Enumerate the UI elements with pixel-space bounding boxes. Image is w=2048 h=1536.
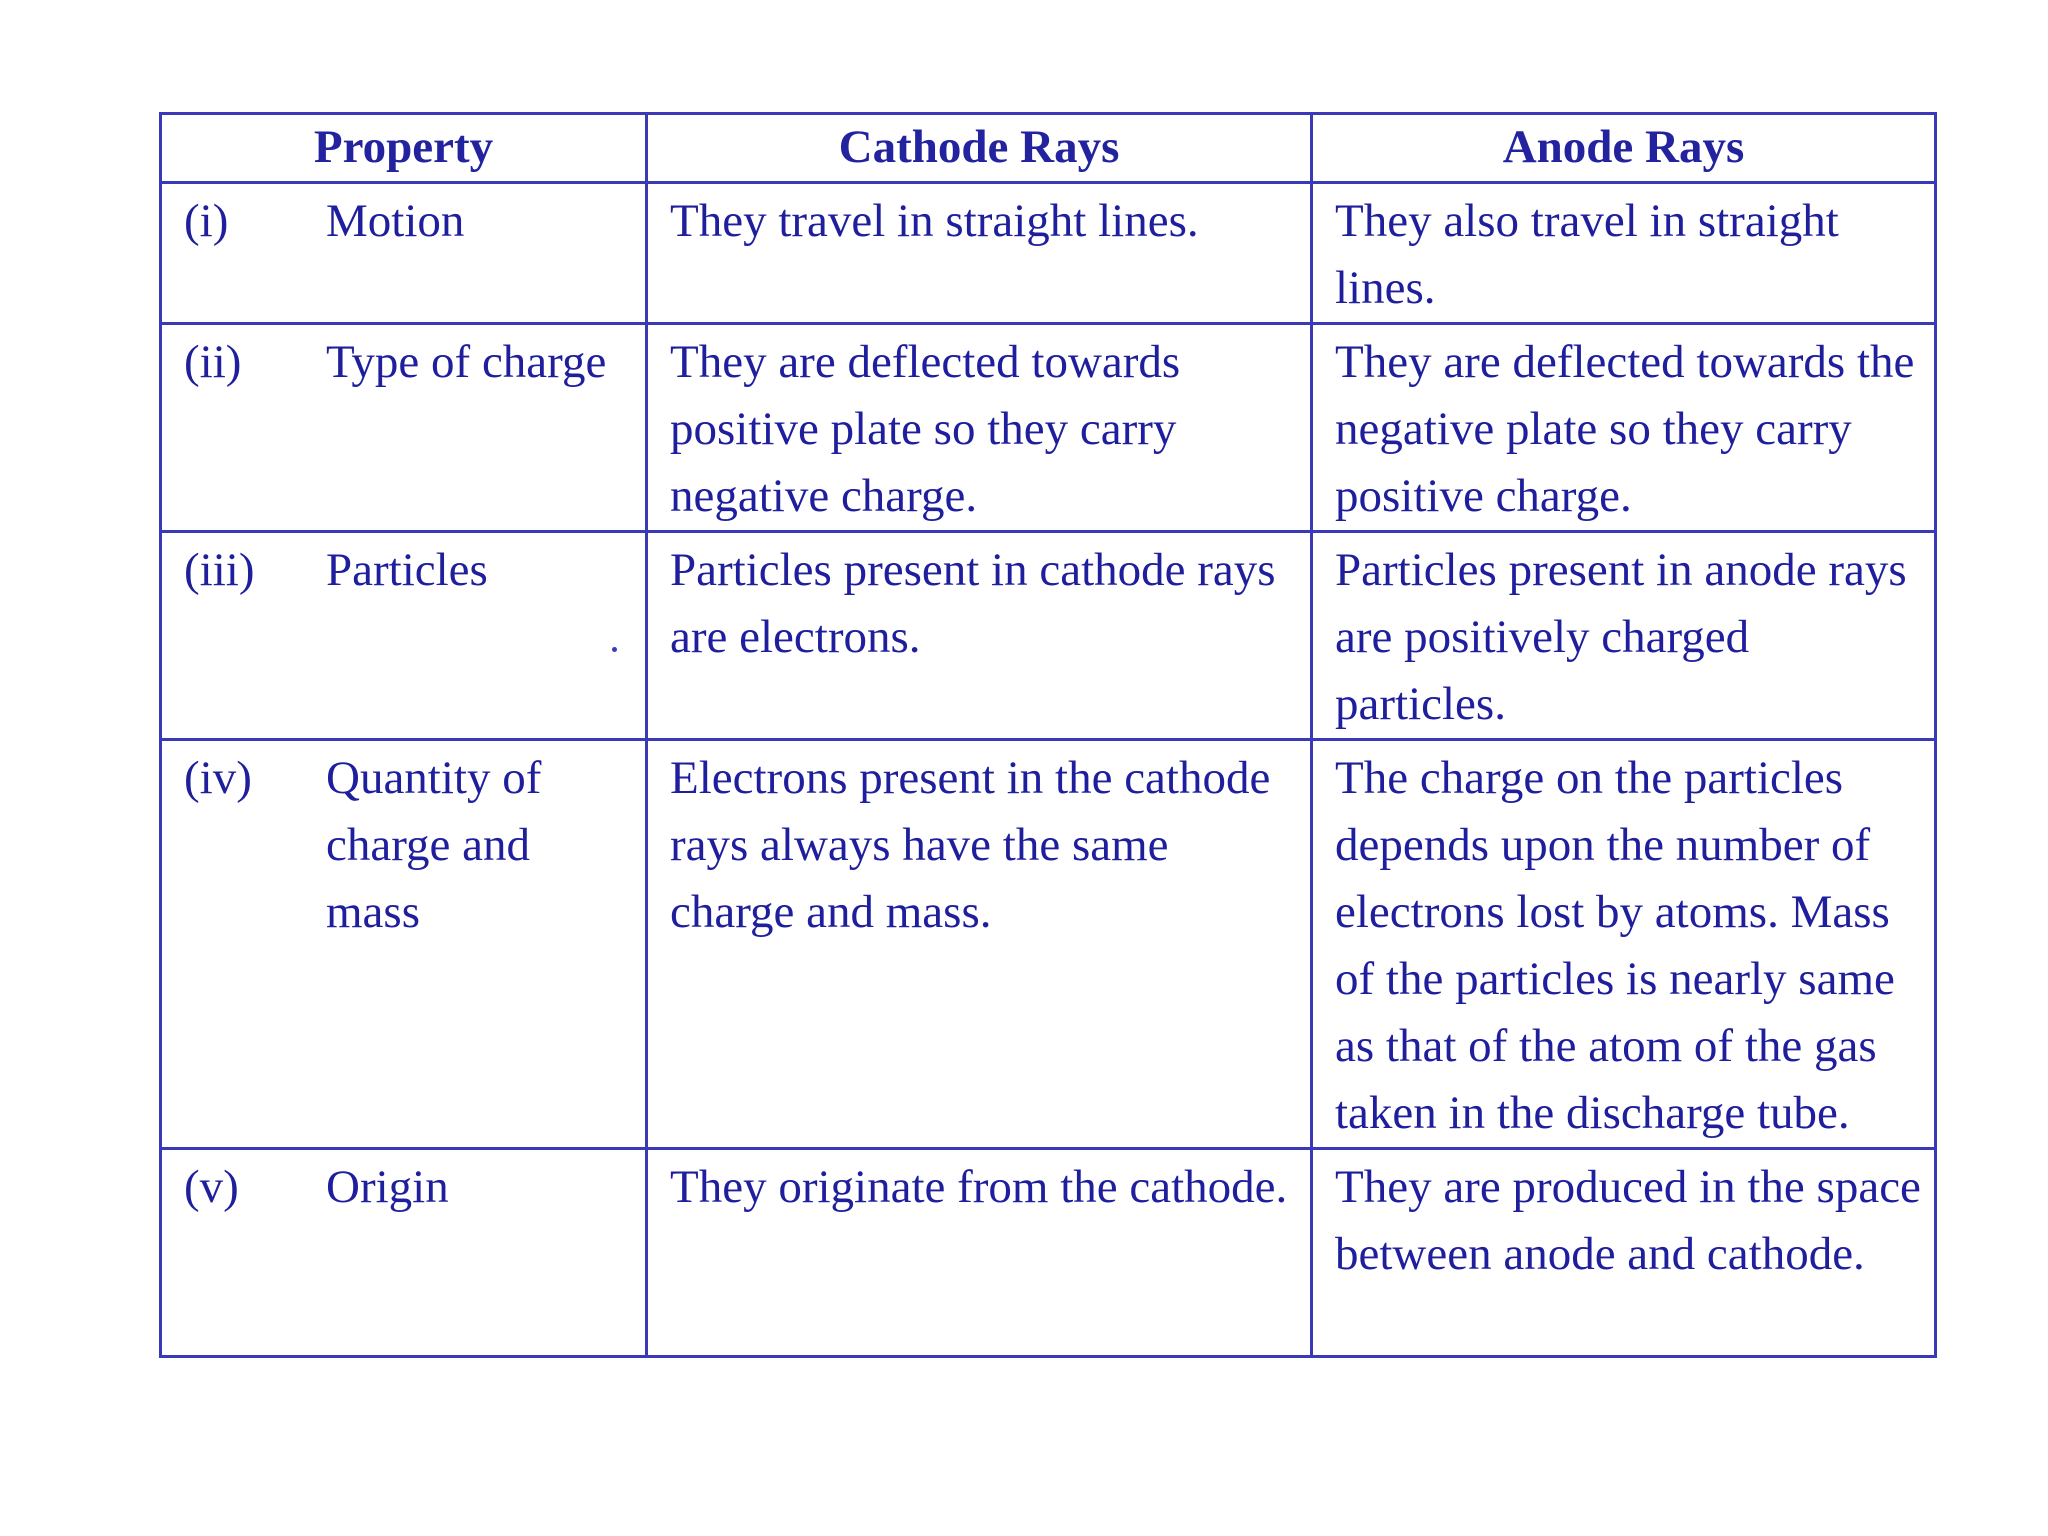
cathode-cell: Electrons present in the cathode rays always have the same charge and mass. (647, 740, 1312, 1149)
anode-cell: They are produced in the space between anode and cathode. (1312, 1149, 1936, 1357)
header-anode-rays: Anode Rays (1312, 114, 1936, 183)
property-cell (161, 324, 647, 532)
row-number: (i) (184, 195, 229, 247)
property-cell (161, 1149, 647, 1357)
cathode-cell: They are deflected towards positive plate so they carry negative charge. (647, 324, 1312, 532)
anode-cell: They are deflected towards the negative plate so they carry positive charge. (1312, 324, 1936, 532)
cathode-cell: Particles present in cathode rays are electrons. (647, 532, 1312, 740)
cathode-cell: They travel in straight lines. (647, 183, 1312, 324)
header-cathode-rays: Cathode Rays (647, 114, 1312, 183)
comparison-table-container (159, 112, 1934, 1358)
row-number: (ii) (184, 336, 242, 388)
row-number: (v) (184, 1161, 239, 1213)
table-row (161, 183, 1936, 324)
cathode-cell: They originate from the cathode. (647, 1149, 1312, 1357)
anode-cell: The charge on the particles depends upon the number of electrons lost by atoms. Mass of the particles is nearly same as that of the atom of the gas taken in the discharge tube. (1312, 740, 1936, 1149)
property-name: Motion (326, 195, 465, 247)
cathode-anode-comparison-table (159, 112, 1937, 1358)
row-number: (iii) (184, 544, 255, 596)
anode-cell: They also travel in straight lines. (1312, 183, 1936, 324)
property-name: Type of charge (326, 336, 607, 388)
table-row (161, 324, 1936, 532)
table-row (161, 1149, 1936, 1357)
property-name: Origin (326, 1161, 449, 1213)
property-cell (161, 532, 647, 740)
anode-cell: Particles present in anode rays are positively charged particles. (1312, 532, 1936, 740)
property-name: Quantity of charge and mass (326, 752, 542, 938)
property-cell (161, 183, 647, 324)
stray-dot-mark (612, 647, 617, 652)
table-row (161, 740, 1936, 1149)
table-header-row (161, 114, 1936, 183)
header-property: Property (161, 114, 647, 183)
row-number: (iv) (184, 752, 252, 804)
table-row (161, 532, 1936, 740)
property-name: Particles (326, 544, 488, 596)
property-cell (161, 740, 647, 1149)
